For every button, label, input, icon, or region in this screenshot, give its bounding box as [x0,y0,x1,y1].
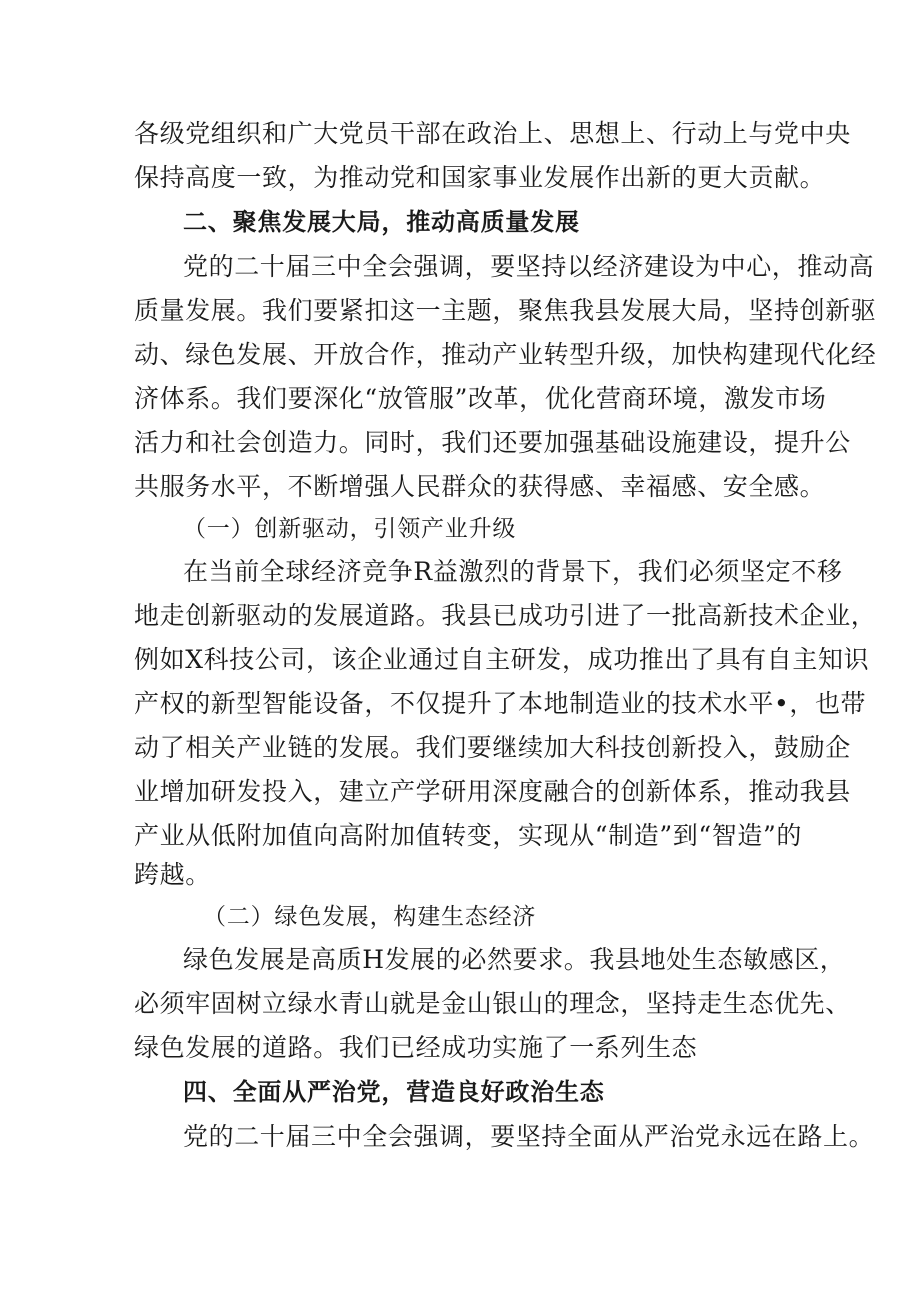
body-text-line: 党的二十届三中全会强调，要坚持全面从严治党永远在路上。 [183,1122,875,1151]
body-text-line: 济体系。我们要深化“放管服”改革，优化营商环境，激发市场 [134,384,827,413]
section-heading: 四、全面从严治党，营造良好政治生态 [183,1078,605,1106]
body-text-line: 保持高度一致，为推动党和国家事业发展作出新的更大贡献。 [134,163,826,192]
body-text-line: 产权的新型智能设备，不仅提升了本地制造业的技术水平•，也带 [134,689,867,718]
section-heading: 二、聚焦发展大局，推动高质量发展 [183,208,580,236]
body-text-line: 党的二十届三中全会强调，要坚持以经济建设为中心，推动高 [183,252,875,281]
body-text-line: 产业从低附加值向高附加值转变，实现从“制造”到“智造”的 [134,821,802,850]
body-text-line: 活力和社会创造力。同时，我们还要加强基础设施建设，提升公 [134,428,851,457]
body-text-line: 在当前全球经济竞争R益激烈的背景下，我们必须坚定不移 [183,557,843,586]
body-text-line: 绿色发展的道路。我们已经成功实施了一系列生态 [134,1033,698,1062]
body-text-line: 动、绿色发展、开放合作，推动产业转型升级，加快构建现代化经 [134,340,877,369]
subsection-heading: （二）绿色发展，构建生态经济 [203,904,537,930]
body-text-line: 各级党组织和广大党员干部在政治上、思想上、行动上与党中央 [134,119,851,148]
body-text-line: 跨越。 [134,860,211,889]
body-text-line: 地走创新驱动的发展道路。我县已成功引进了一批高新技术企业， [134,601,877,630]
body-text-line: 必须牢固树立绿水青山就是金山银山的理念，坚持走生态优先、 [134,989,851,1018]
subsection-heading: （一）创新驱动，引领产业升级 [183,516,517,542]
body-text-line: 绿色发展是高质H发展的必然要求。我县地处生态敏感区， [183,945,846,974]
body-text-line: 共服务水平，不断增强人民群众的获得感、幸福感、安全感。 [134,472,826,501]
body-text-line: 业增加研发投入，建立产学研用深度融合的创新体系，推动我县 [134,777,851,806]
body-text-line: 动了相关产业链的发展。我们要继续加大科技创新投入，鼓励企 [134,733,851,762]
body-text-line: 例如X科技公司，该企业通过自主研发，成功推出了具有自主知识 [134,645,870,674]
body-text-line: 质量发展。我们要紧扣这一主题，聚焦我县发展大局，坚持创新驱 [134,296,877,325]
